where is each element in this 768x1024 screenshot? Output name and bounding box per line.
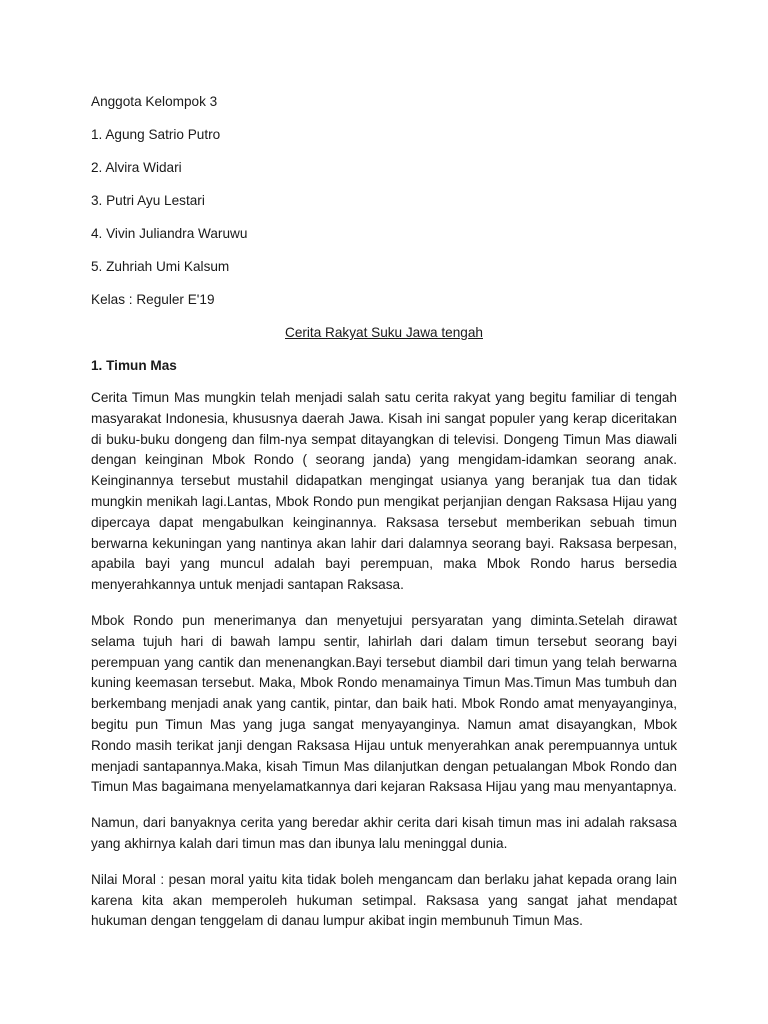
class-info: Kelas : Reguler E'19 bbox=[91, 292, 215, 307]
member-item: 4. Vivin Juliandra Waruwu bbox=[91, 226, 248, 241]
member-item: 5. Zuhriah Umi Kalsum bbox=[91, 259, 230, 274]
story-paragraph: Mbok Rondo pun menerimanya dan menyetujui persyaratan yang diminta.Setelah dirawat selama tujuh hari di bawah lampu sentir, lahirlah dari dalam timun tersebut seorang bayi perempuan yang cantik dan menenangkan.Bayi tersebut diambil dari timun yang telah berwarna kuning keemasan tersebut. Maka, Mbok Rondo menamainya Timun Mas.Timun Mas tumbuh dan berkembang menjadi anak yang cantik, pintar, dan baik hati. Mbok Rondo amat menyayanginya, begitu pun Timun Mas yang juga sangat menyayanginya. Namun amat disayangkan, Mbok Rondo masih terikat janji dengan Raksasa Hijau untuk menyerahkan anak perempuannya untuk menjadi santapannya.Maka, kisah Timun Mas dilanjutkan dengan petualangan Mbok Rondo dan Timun Mas bagaimana menyelamatkannya dari kejaran Raksasa Hijau yang mau menyantapnya. bbox=[91, 612, 677, 795]
document-body bbox=[91, 92, 677, 932]
section-heading: 1. Timun Mas bbox=[91, 358, 177, 373]
story-paragraph: Namun, dari banyaknya cerita yang beredar akhir cerita dari kisah timun mas ini adalah raksasa yang akhirnya kalah dari timun mas dan ibunya lalu meninggal dunia. bbox=[91, 815, 677, 851]
member-item: 3. Putri Ayu Lestari bbox=[91, 193, 205, 208]
story-paragraph: Cerita Timun Mas mungkin telah menjadi salah satu cerita rakyat yang begitu familiar di tengah masyarakat Indonesia, khususnya daerah Jawa. Kisah ini sangat populer yang kerap diceritakan di buku-buku dongeng dan film-nya sempat ditayangkan di televisi. Dongeng Timun Mas diawali dengan keinginan Mbok Rondo ( seorang janda) yang mengidam-idamkan seorang anak. Keinginannya tersebut mustahil didapatkan mengingat usianya yang beranjak tua dan tidak mungkin menikah lagi.Lantas, Mbok Rondo pun mengikat perjanjian dengan Raksasa Hijau yang dipercaya dapat mengabulkan keinginannya. Raksasa tersebut memberikan sebuah timun berwarna kekuningan yang nantinya akan lahir dari dalamnya seorang bayi. Raksasa berpesan, apabila bayi yang muncul adalah bayi perempuan, maka Mbok Rondo harus bersedia menyerahkannya untuk menjadi santapan Raksasa. bbox=[91, 390, 677, 593]
moral-paragraph: Nilai Moral : pesan moral yaitu kita tidak boleh mengancam dan berlaku jahat kepada orang lain karena kita akan memperoleh hukuman setimpal. Raksasa yang sangat jahat mendapat hukuman dengan tenggelam di danau lumpur akibat ingin membunuh Timun Mas. bbox=[91, 871, 677, 929]
group-heading: Anggota Kelompok 3 bbox=[91, 94, 218, 109]
member-item: 2. Alvira Widari bbox=[91, 160, 182, 175]
member-item: 1. Agung Satrio Putro bbox=[91, 127, 221, 142]
title-block bbox=[91, 323, 677, 343]
document-title: Cerita Rakyat Suku Jawa tengah bbox=[285, 325, 483, 340]
